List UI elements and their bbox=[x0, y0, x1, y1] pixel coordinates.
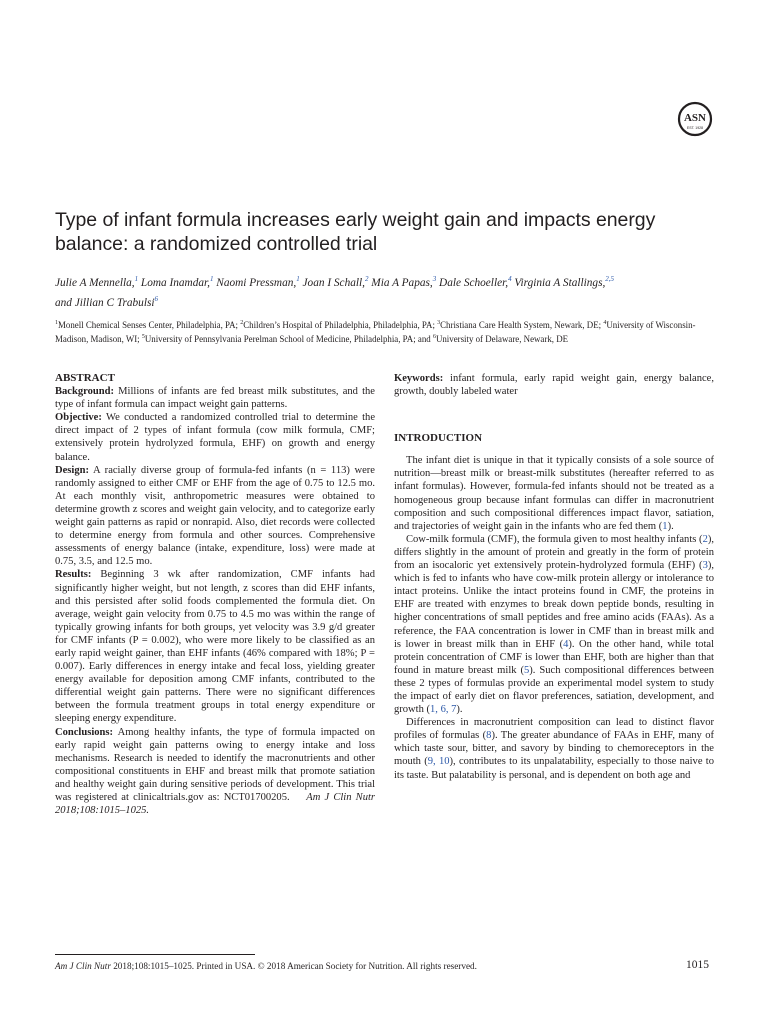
page-number: 1015 bbox=[686, 959, 709, 971]
keywords bbox=[394, 372, 714, 398]
intro-text: ). The greater abundance of FAAs in EHF, many of which taste sour, bitter, and savory by binding to chemoreceptors in the mouth ( bbox=[394, 730, 714, 768]
author-list bbox=[55, 271, 717, 311]
intro-text: ). On the other hand, while total protein concentration of CMF is lower than EHF, both are higher than that found in mature breast milk ( bbox=[394, 638, 715, 676]
affil-number: 1 bbox=[55, 320, 58, 326]
author-affil-link[interactable]: 2 bbox=[364, 275, 369, 283]
ref-link[interactable]: 1, 6, 7 bbox=[430, 704, 457, 716]
results-text: Beginning 3 wk after randomization, CMF infants had significantly higher weight, but not length, z scores than did EHF infants, and this persisted after solid foods complemented the formula diet. On average, weight gain velocity from 0.75 to 4.5 mo was within the range of typically growing infants for both groups, yet velocity was 3.9 g/d greater for CMF infants (P = 0.002), who were more likely to be classified as an early rapid weight gainer, than EHF infants (46% compared with 18%; P = 0.007). Early differences in energy intake and fecal loss, yielding greater energy available for deposition among CMF infants, contributed to the differential weight gain patterns. There were no significant differences between the formula treatment groups in total energy expenditure or sleeping energy expenditure. bbox=[55, 569, 375, 725]
intro-text: The infant diet is unique in that it typically consists of a sole source of nutrition—breast milk or breast-milk substitutes (hereafter referred to as infant formulas). However, formula-fed infants should not be treated as a homogeneous group because infant formulas can differ in macronutrient composition and such compositional differences impact flavor, satiation, and trajectories of weight gain in the infants who are fed them ( bbox=[394, 455, 714, 532]
conclusions-label: Conclusions: bbox=[55, 726, 114, 738]
abstract-design bbox=[55, 464, 375, 569]
ref-link[interactable]: 9, 10 bbox=[427, 756, 450, 768]
article-title: Type of infant formula increases early weight gain and impacts energy balance: a randomized controlled trial bbox=[55, 209, 656, 255]
abstract-citation: Am J Clin Nutr 2018;108:1015–1025. bbox=[55, 792, 375, 817]
author-affil-link[interactable]: 1 bbox=[209, 275, 214, 283]
abstract-results bbox=[55, 568, 375, 725]
affiliations bbox=[55, 317, 717, 346]
author: Dale Schoeller, bbox=[436, 276, 509, 289]
objective-label: Objective: bbox=[55, 412, 102, 424]
affiliation: Children’s Hospital of Philadelphia, Philadelphia, PA; bbox=[243, 319, 438, 330]
author-affil-link[interactable]: 2,5 bbox=[605, 275, 615, 283]
background-text: Millions of infants are fed breast milk substitutes, and the type of infant formula can impact weight gain patterns. bbox=[55, 386, 375, 411]
author: and Jillian C Trabulsi bbox=[55, 296, 155, 309]
intro-text: ). bbox=[456, 704, 463, 716]
design-text: A racially diverse group of formula-fed infants (n = 113) were randomly assigned to either CMF or EHF from the age of 0.75 to 12.5 mo. At each monthly visit, anthropometric measures were obtained to determine growth z scores and weight gain velocity, and to categorize early weight gain patterns as rapid or nonrapid. Also, diet records were collected to determine energy from formula and other sources. Comprehensive assessments of energy balance (intake, expenditure, loss) were made at 0.75, 3.5, and 12.5 mo. bbox=[55, 464, 375, 568]
abstract-column bbox=[55, 372, 375, 817]
affil-number: 2 bbox=[240, 320, 244, 326]
logo-text: ASN bbox=[683, 112, 707, 124]
keywords-text: infant formula, early rapid weight gain, energy balance, growth, doubly labeled water bbox=[394, 373, 714, 398]
author: Naomi Pressman, bbox=[213, 276, 297, 289]
ref-link[interactable]: 2 bbox=[702, 533, 708, 545]
asn-seal-icon bbox=[676, 98, 714, 142]
affil-number: 3 bbox=[437, 320, 441, 326]
logo-est: EST. 1928 bbox=[686, 126, 704, 130]
introduction-heading: INTRODUCTION bbox=[394, 432, 483, 445]
results-label: Results: bbox=[55, 569, 92, 581]
intro-paragraph bbox=[394, 454, 714, 533]
abstract-background bbox=[55, 385, 375, 411]
author: Virginia A Stallings, bbox=[511, 276, 606, 289]
author-affil-link[interactable]: 1 bbox=[296, 275, 300, 283]
author: Loma Inamdar, bbox=[138, 276, 210, 289]
keywords-label: Keywords: bbox=[394, 373, 444, 384]
right-column bbox=[394, 372, 714, 782]
page-footer bbox=[55, 961, 655, 971]
affil-number: 6 bbox=[432, 334, 436, 341]
footer-text: 2018;108:1015–1025. Printed in USA. © 2018 American Society for Nutrition. All rights reserved. bbox=[110, 961, 477, 971]
intro-text: Differences in macronutrient composition can lead to distinct flavor profiles of formulas ( bbox=[394, 717, 714, 742]
abstract-heading: ABSTRACT bbox=[55, 372, 115, 384]
intro-text: ), which is fed to infants who have cow-milk protein allergy or intolerance to intact proteins. Unlike the intact proteins found in CMF, the proteins in EHF are treated with enzymes to break down peptide bonds, resulting in higher concentrations of small peptides and free amino acids (FAAs). As a reference, the FAA concentration is lower in CMF than in breast milk and is lower in breast milk than in EHF ( bbox=[394, 560, 714, 650]
intro-text: ), differs slightly in the amount of protein and greatly in the form of protein from an isocaloric yet extensively protein-hydrolyzed formula (EHF) ( bbox=[394, 533, 714, 572]
intro-text: Cow-milk formula (CMF), the formula given to most healthy infants ( bbox=[406, 533, 703, 545]
ref-link[interactable]: 4 bbox=[563, 638, 569, 650]
intro-text: ). Such compositional differences between these 2 types of formulas provide an experimental model system to study the impact of early diet on flavor preferences, satiation, development, and growth ( bbox=[394, 664, 714, 716]
affiliation: Christiana Care Health System, Newark, DE; bbox=[440, 319, 604, 330]
affiliation: University of Pennsylvania Perelman School of Medicine, Philadelphia, PA; and bbox=[144, 334, 433, 345]
footer-journal: Am J Clin Nutr bbox=[55, 961, 111, 971]
intro-paragraph bbox=[394, 533, 714, 716]
footer-rule bbox=[55, 954, 255, 955]
ref-link[interactable]: 5 bbox=[524, 664, 530, 676]
author: Joan I Schall, bbox=[299, 276, 365, 289]
abstract-conclusions bbox=[55, 726, 375, 818]
conclusions-text: Among healthy infants, the type of formula impacted on early rapid weight gain patterns owing to energy intake and loss mechanisms. Research is needed to identify the macronutrients and other compositional constituents in EHF and breast milk that promote satiation and healthy weight gain during sensitive periods of development. This trial was registered at clinicaltrials.gov as: NCT01700205. bbox=[55, 726, 375, 803]
affil-number: 5 bbox=[141, 334, 145, 341]
ref-link[interactable]: 3 bbox=[702, 560, 708, 572]
design-label: Design: bbox=[55, 464, 89, 476]
intro-text: ), contributes to its unpalatability, especially to those naive to its taste. But palatability is personal, and is dependent on both age and bbox=[394, 756, 714, 781]
affil-number: 4 bbox=[603, 320, 607, 326]
background-label: Background: bbox=[55, 386, 115, 398]
author-affil-link[interactable]: 4 bbox=[508, 275, 512, 283]
ref-link[interactable]: 8 bbox=[486, 730, 492, 742]
objective-text: We conducted a randomized controlled trial to determine the direct impact of 2 types of infant formula (cow milk formula, CMF; extensively protein hydrolyzed formula, EHF) on growth and energy balance. bbox=[55, 412, 375, 463]
author-affil-link[interactable]: 3 bbox=[432, 275, 437, 283]
affiliation: Monell Chemical Senses Center, Philadelphia, PA; bbox=[58, 319, 241, 330]
author: Mia A Papas, bbox=[368, 276, 433, 289]
affiliation: University of Delaware, Newark, DE bbox=[435, 334, 569, 345]
abstract-objective bbox=[55, 411, 375, 463]
ref-link[interactable]: 1 bbox=[662, 520, 668, 532]
author-affil-link[interactable]: 6 bbox=[154, 294, 158, 303]
affiliation: University of Wisconsin-Madison, Madison, WI; bbox=[55, 319, 696, 345]
author: Julie A Mennella, bbox=[55, 276, 135, 289]
author-affil-link[interactable]: 1 bbox=[134, 275, 139, 283]
intro-paragraph bbox=[394, 716, 714, 781]
intro-text: ). bbox=[667, 520, 674, 532]
